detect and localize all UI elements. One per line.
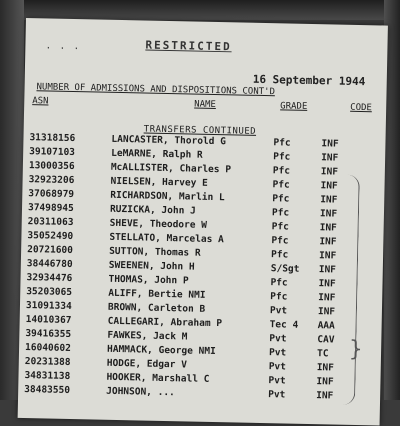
asn-cell: 38446780 [26,258,73,271]
asn-cell: 13000356 [28,160,75,173]
name-cell: CALLEGARI, Abraham P [107,315,223,330]
document-date: 16 September 1944 [252,72,366,89]
code-cell: INF [318,250,337,262]
grade-cell: Pvt [268,347,287,359]
asn-cell: 34831138 [24,370,71,383]
document-page [18,18,388,425]
code-cell: INF [321,152,339,164]
code-cell: INF [318,264,337,276]
asn-cell: 20231388 [24,356,71,369]
grade-cell: S/Sgt [270,263,300,275]
code-cell: INF [320,166,339,178]
name-cell: RUZICKA, John J [109,203,196,217]
asn-cell: 39416355 [25,328,72,341]
page-marks: ... [45,40,88,53]
film-edge-top [0,0,400,20]
grade-cell: Pvt [268,361,287,373]
asn-cell: 16040602 [24,342,71,355]
code-cell: INF [319,236,337,248]
personnel-list [24,132,388,405]
name-cell: NIELSEN, Harvey E [110,175,208,189]
asn-cell: 20721600 [27,244,74,257]
asn-cell: 38483550 [24,384,71,397]
asn-cell: 31318156 [29,132,76,145]
name-cell: FAWKES, Jack M [107,329,188,343]
grade-cell: Pfc [272,193,290,205]
grade-cell: Tec 4 [269,319,299,331]
classification-stamp: RESTRICTED [145,38,232,54]
code-cell: INF [317,306,336,318]
asn-cell: 39107103 [29,146,76,159]
grade-cell: Pfc [271,235,289,247]
name-cell: SHEVE, Theodore W [109,217,208,231]
asn-cell: 32923206 [28,174,75,187]
name-cell: JOHNSON, ... [106,385,175,399]
column-header-name: NAME [194,99,217,110]
section-heading: TRANSFERS CONTINUED [143,124,257,137]
code-cell: INF [320,180,338,192]
grade-cell: Pfc [273,151,291,163]
name-cell: STELLATO, Marcelas A [109,231,224,246]
grade-cell: Pvt [268,389,286,401]
asn-cell: 14010367 [25,314,72,327]
code-cell: AAA [317,320,335,332]
grade-cell: Pfc [270,277,288,289]
asn-cell: 35052490 [27,230,74,243]
margin-bracket-mark: } [348,336,363,363]
code-cell: INF [319,208,338,220]
asn-cell: 31091334 [25,300,72,313]
grade-cell: Pfc [273,137,291,149]
column-header-code: CODE [350,102,372,114]
code-cell: INF [316,362,335,374]
name-cell: McALLISTER, Charles P [110,161,232,176]
grade-cell: Pvt [268,375,286,387]
name-cell: HAMMACK, George NMI [106,343,216,358]
code-cell: INF [321,138,339,150]
name-cell: HODGE, Edgar V [106,357,187,371]
code-cell: CAV [317,334,335,346]
name-cell: LANCASTER, Thorold G [111,133,226,148]
code-cell: INF [316,390,334,402]
asn-cell: 35203065 [26,286,73,299]
asn-cell: 20311063 [27,216,74,229]
code-cell: TC [316,348,329,360]
name-cell: HOOKER, Marshall C [106,371,210,385]
name-cell: RICHARDSON, Marlin L [110,189,225,204]
asn-cell: 32934476 [26,272,73,285]
column-header-asn: ASN [32,96,49,107]
name-cell: ALIFF, Bertie NMI [108,287,206,301]
asn-cell: 37068979 [28,188,75,201]
grade-cell: Pfc [271,221,289,233]
grade-cell: Pfc [271,207,290,219]
name-cell: THOMAS, John P [108,273,189,287]
name-cell: BROWN, Carleton B [107,301,206,315]
grade-cell: Pfc [270,249,289,261]
document-title: NUMBER OF ADMISSIONS AND DISPOSITIONS CONT'D [36,82,276,98]
grade-cell: Pfc [272,179,290,191]
grade-cell: Pfc [270,291,288,303]
grade-cell: Pvt [269,333,287,345]
code-cell: INF [316,376,334,388]
name-cell: SUTTON, Thomas R [109,245,201,259]
column-header-grade: GRADE [280,101,308,112]
code-cell: INF [319,222,337,234]
asn-cell: 37498945 [27,202,74,215]
grade-cell: Pfc [272,165,291,177]
name-cell: LeMARNE, Ralph R [111,147,203,161]
name-cell: SWEENEN, John H [108,259,195,273]
code-cell: INF [318,278,336,290]
grade-cell: Pvt [269,305,288,317]
code-cell: INF [318,292,336,304]
code-cell: INF [320,194,338,206]
